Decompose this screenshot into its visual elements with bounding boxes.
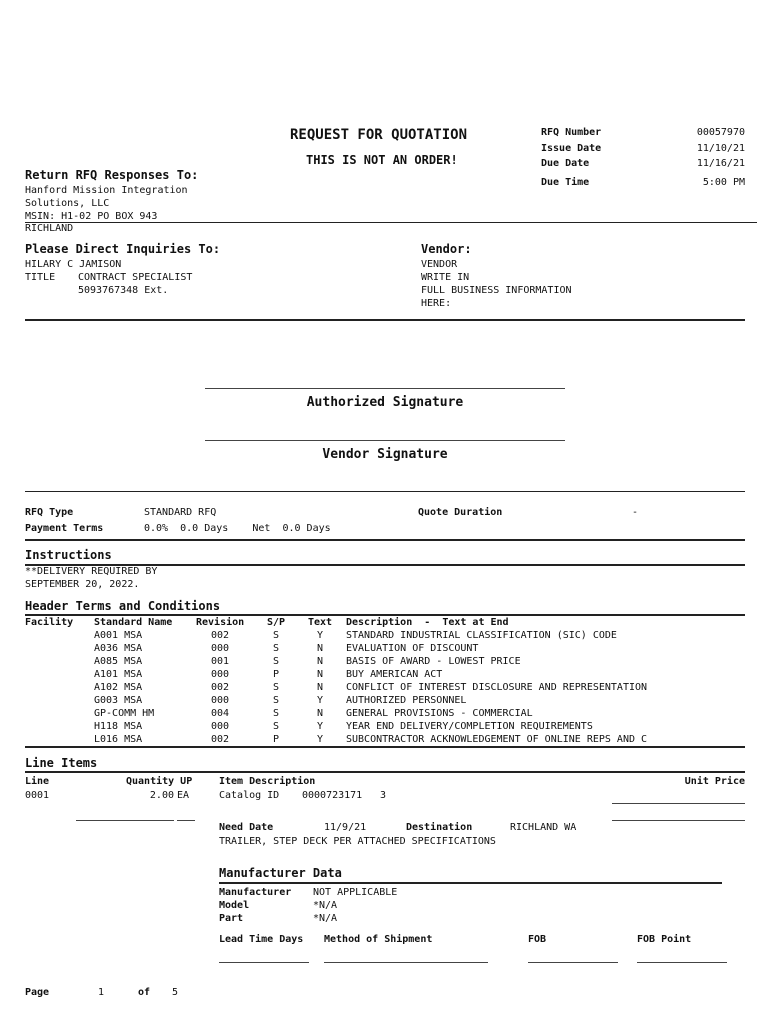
- vendor-line: WRITE IN: [421, 272, 470, 283]
- page-of-label: of: [138, 987, 151, 998]
- term-text: N: [317, 643, 324, 654]
- catalog-id-value: 0000723171: [302, 790, 363, 801]
- manufacturer-value: NOT APPLICABLE: [313, 887, 398, 898]
- model-label: Model: [219, 900, 250, 911]
- shipment-method-field[interactable]: [324, 962, 488, 963]
- issue-date-label: Issue Date: [541, 143, 602, 154]
- return-address-line: Hanford Mission Integration: [25, 185, 188, 196]
- vendor-line: FULL BUSINESS INFORMATION: [421, 285, 572, 296]
- term-revision: 000: [211, 643, 230, 654]
- divider: [25, 319, 745, 321]
- term-revision: 000: [211, 721, 230, 732]
- term-description: AUTHORIZED PERSONNEL: [346, 695, 467, 706]
- term-text: N: [317, 656, 324, 667]
- divider: [219, 882, 722, 884]
- term-sp: S: [273, 656, 280, 667]
- divider: [25, 771, 745, 773]
- term-standard-name: G003 MSA: [94, 695, 143, 706]
- divider: [25, 746, 745, 748]
- term-revision: 000: [211, 695, 230, 706]
- vendor-signature-label: Vendor Signature: [322, 447, 448, 462]
- terms-col-sp: S/P: [267, 617, 286, 628]
- term-standard-name: A001 MSA: [94, 630, 143, 641]
- fob-point-field[interactable]: [637, 962, 727, 963]
- terms-col-revision: Revision: [196, 617, 245, 628]
- return-address-line: RICHLAND: [25, 223, 74, 234]
- fob-point-label: FOB Point: [637, 934, 692, 945]
- quote-duration-value: -: [632, 507, 639, 518]
- page-label: Page: [25, 987, 50, 998]
- vendor-signature-line[interactable]: [205, 440, 565, 441]
- quantity-col-label: Quantity UP: [126, 776, 193, 787]
- terms-col-text: Text: [308, 617, 333, 628]
- term-sp: S: [273, 630, 280, 641]
- inquiries-heading: Please Direct Inquiries To:: [25, 242, 221, 256]
- term-description: EVALUATION OF DISCOUNT: [346, 643, 479, 654]
- model-value: *N/A: [313, 900, 338, 911]
- fob-label: FOB: [528, 934, 547, 945]
- term-text: N: [317, 708, 324, 719]
- term-revision: 000: [211, 669, 230, 680]
- term-description: SUBCONTRACTOR ACKNOWLEDGEMENT OF ONLINE REPS AND C: [346, 734, 648, 745]
- quantity-entry-field[interactable]: [76, 820, 174, 821]
- term-description: CONFLICT OF INTEREST DISCLOSURE AND REPRESENTATION: [346, 682, 648, 693]
- term-standard-name: H118 MSA: [94, 721, 143, 732]
- instructions-heading: Instructions: [25, 548, 112, 562]
- item-description: TRAILER, STEP DECK PER ATTACHED SPECIFICATIONS: [219, 836, 496, 847]
- part-value: *N/A: [313, 913, 338, 924]
- term-text: Y: [317, 734, 324, 745]
- term-standard-name: A036 MSA: [94, 643, 143, 654]
- document-title: REQUEST FOR QUOTATION: [290, 127, 468, 143]
- authorized-signature-label: Authorized Signature: [306, 395, 464, 410]
- unit-price-field[interactable]: [612, 803, 745, 804]
- line-number: 0001: [25, 790, 50, 801]
- manufacturer-label: Manufacturer: [219, 887, 292, 898]
- term-sp: S: [273, 721, 280, 732]
- line-col-label: Line: [25, 776, 50, 787]
- term-text: N: [317, 669, 324, 680]
- divider: [25, 614, 745, 616]
- rfq-number-label: RFQ Number: [541, 127, 602, 138]
- term-revision: 002: [211, 734, 230, 745]
- contact-title-label: TITLE: [25, 272, 56, 283]
- term-description: GENERAL PROVISIONS - COMMERCIAL: [346, 708, 533, 719]
- term-description: YEAR END DELIVERY/COMPLETION REQUIREMENTS: [346, 721, 593, 732]
- terms-col-description: Description - Text at End: [346, 617, 509, 628]
- term-text: N: [317, 682, 324, 693]
- term-description: STANDARD INDUSTRIAL CLASSIFICATION (SIC) CODE: [346, 630, 617, 641]
- contact-name: HILARY C JAMISON: [25, 259, 122, 270]
- terms-col-standard-name: Standard Name: [94, 617, 173, 628]
- term-standard-name: A102 MSA: [94, 682, 143, 693]
- term-sp: S: [273, 695, 280, 706]
- contact-title: CONTRACT SPECIALIST: [78, 272, 193, 283]
- rfq-type-label: RFQ Type: [25, 507, 74, 518]
- lead-time-label: Lead Time Days: [219, 934, 304, 945]
- authorized-signature-line[interactable]: [205, 388, 565, 389]
- term-standard-name: A101 MSA: [94, 669, 143, 680]
- lead-time-field[interactable]: [219, 962, 309, 963]
- unit-entry-field[interactable]: [177, 820, 195, 821]
- quote-duration-label: Quote Duration: [418, 507, 503, 518]
- return-address-line: MSIN: H1-02 PO BOX 943: [25, 211, 158, 222]
- shipment-method-label: Method of Shipment: [324, 934, 433, 945]
- term-revision: 002: [211, 682, 230, 693]
- quantity-value: 2.00: [149, 790, 174, 801]
- due-date-label: Due Date: [541, 158, 590, 169]
- need-date-value: 11/9/21: [324, 822, 367, 833]
- document-subtitle: THIS IS NOT AN ORDER!: [306, 153, 458, 167]
- fob-field[interactable]: [528, 962, 618, 963]
- vendor-line: VENDOR: [421, 259, 458, 270]
- page-number: 1: [98, 987, 105, 998]
- destination-value: RICHLAND WA: [510, 822, 577, 833]
- divider: [25, 222, 757, 223]
- term-description: BUY AMERICAN ACT: [346, 669, 443, 680]
- page-total: 5: [172, 987, 179, 998]
- term-description: BASIS OF AWARD - LOWEST PRICE: [346, 656, 521, 667]
- term-text: Y: [317, 721, 324, 732]
- term-standard-name: A085 MSA: [94, 656, 143, 667]
- term-sp: S: [273, 682, 280, 693]
- term-sp: S: [273, 708, 280, 719]
- due-time-value: 5:00 PM: [702, 177, 745, 188]
- term-standard-name: GP-COMM HM: [94, 708, 155, 719]
- need-date-label: Need Date: [219, 822, 274, 833]
- due-date-value: 11/16/21: [696, 158, 745, 169]
- catalog-id-suffix: 3: [380, 790, 387, 801]
- vendor-line: HERE:: [421, 298, 452, 309]
- term-revision: 004: [211, 708, 230, 719]
- payment-terms-label: Payment Terms: [25, 523, 104, 534]
- unit-of-measure: EA: [177, 790, 190, 801]
- term-text: Y: [317, 695, 324, 706]
- instruction-line: SEPTEMBER 20, 2022.: [25, 579, 140, 590]
- payment-terms-value: 0.0% 0.0 Days Net 0.0 Days: [144, 523, 331, 534]
- extended-price-field[interactable]: [612, 820, 745, 821]
- item-description-col-label: Item Description: [219, 776, 316, 787]
- rfq-number-value: 00057970: [696, 127, 745, 138]
- return-address-line: Solutions, LLC: [25, 198, 110, 209]
- instruction-line: **DELIVERY REQUIRED BY: [25, 566, 158, 577]
- terms-col-facility: Facility: [25, 617, 74, 628]
- terms-heading: Header Terms and Conditions: [25, 599, 221, 613]
- term-sp: P: [273, 669, 280, 680]
- vendor-heading: Vendor:: [421, 242, 472, 256]
- catalog-id-label: Catalog ID: [219, 790, 280, 801]
- term-sp: S: [273, 643, 280, 654]
- manufacturer-heading: Manufacturer Data: [219, 866, 342, 880]
- rfq-type-value: STANDARD RFQ: [144, 507, 217, 518]
- part-label: Part: [219, 913, 244, 924]
- unit-price-col-label: Unit Price: [684, 776, 745, 787]
- term-standard-name: L016 MSA: [94, 734, 143, 745]
- term-revision: 001: [211, 656, 230, 667]
- issue-date-value: 11/10/21: [696, 143, 745, 154]
- term-revision: 002: [211, 630, 230, 641]
- line-items-heading: Line Items: [25, 756, 98, 770]
- destination-label: Destination: [406, 822, 473, 833]
- term-sp: P: [273, 734, 280, 745]
- divider: [25, 491, 745, 492]
- due-time-label: Due Time: [541, 177, 590, 188]
- term-text: Y: [317, 630, 324, 641]
- divider: [25, 539, 745, 541]
- return-to-heading: Return RFQ Responses To:: [25, 168, 199, 182]
- contact-phone: 5093767348 Ext.: [78, 285, 169, 296]
